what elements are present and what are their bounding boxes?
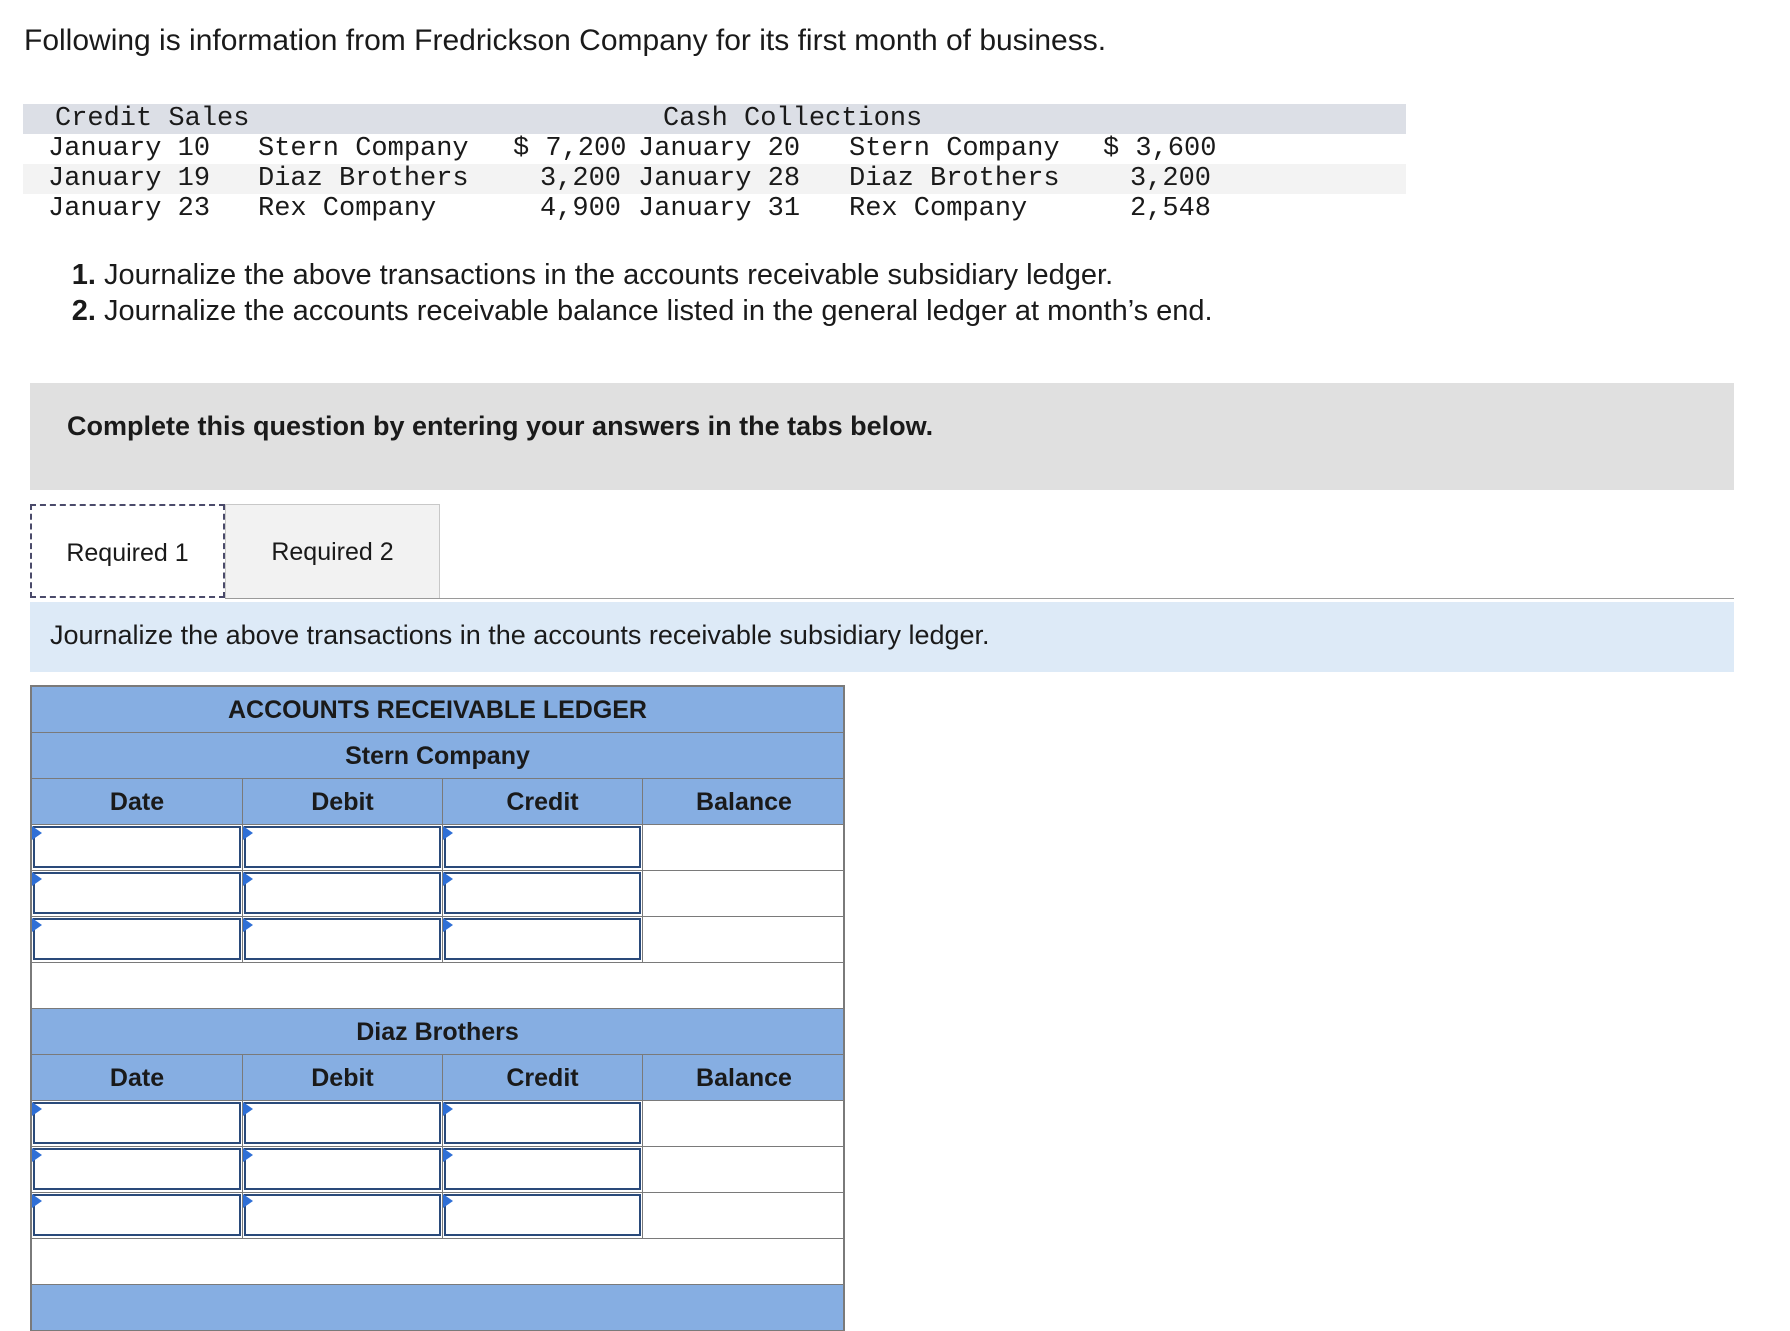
- account-name: Diaz Brothers: [356, 1018, 519, 1046]
- date-input[interactable]: [33, 918, 241, 960]
- ledger-entry-row: [32, 1147, 843, 1193]
- tab-instruction-text: Journalize the above transactions in the accounts receivable subsidiary ledger.: [50, 620, 990, 650]
- balance-column-header: Balance: [696, 1064, 792, 1092]
- credit-input[interactable]: [444, 872, 641, 914]
- balance-cell: [643, 1101, 845, 1146]
- debit-input[interactable]: [244, 1194, 441, 1236]
- ledger-entry-row: [32, 1101, 843, 1147]
- date-input[interactable]: [33, 1194, 241, 1236]
- ledger-spacer-row: [32, 963, 843, 1009]
- balance-cell: [643, 825, 845, 870]
- sale-customer: Diaz Brothers: [258, 164, 469, 194]
- credit-input[interactable]: [444, 1102, 641, 1144]
- credit-sales-header: Credit Sales: [55, 104, 250, 134]
- requirements-list: [58, 257, 1213, 329]
- ledger-entry-row: [32, 825, 843, 871]
- tab-required-1[interactable]: Required 1: [30, 504, 225, 598]
- credit-input[interactable]: [444, 918, 641, 960]
- account-name: Stern Company: [345, 742, 530, 770]
- transaction-info-table: [23, 104, 1406, 224]
- sale-customer: Stern Company: [258, 134, 469, 164]
- collection-date: January 20: [638, 134, 801, 164]
- info-row: [23, 194, 1406, 224]
- sale-customer: Rex Company: [258, 194, 437, 224]
- balance-cell: [643, 1193, 845, 1238]
- sale-amount: 3,200: [539, 164, 621, 194]
- cash-collections-header: Cash Collections: [663, 104, 923, 134]
- tab-divider: [225, 598, 1734, 599]
- ledger-entry-row: [32, 1193, 843, 1239]
- column-header-row: [32, 779, 843, 825]
- tab-instruction: [30, 602, 1734, 672]
- balance-cell: [643, 871, 845, 916]
- credit-input[interactable]: [444, 1194, 641, 1236]
- date-column-header: Date: [32, 1055, 243, 1100]
- debit-input[interactable]: [244, 1148, 441, 1190]
- ledger-title-row: [32, 687, 843, 733]
- collection-date: January 28: [638, 164, 801, 194]
- debit-input[interactable]: [244, 1102, 441, 1144]
- account-name-row: [32, 1285, 843, 1331]
- credit-column-header: Credit: [443, 1055, 643, 1100]
- debit-input[interactable]: [244, 918, 441, 960]
- sale-date: January 23: [48, 194, 211, 224]
- debit-column-header: Debit: [243, 779, 443, 824]
- info-header-row: [23, 104, 1406, 134]
- collection-amount: $ 3,600: [1103, 134, 1217, 164]
- collection-amount: 2,548: [1129, 194, 1211, 224]
- accounts-receivable-ledger: [30, 685, 845, 1331]
- tab-required-2[interactable]: Required 2: [225, 504, 440, 598]
- collection-date: January 31: [638, 194, 801, 224]
- banner-text: Complete this question by entering your answers in the tabs below.: [67, 411, 934, 441]
- collection-customer: Rex Company: [849, 194, 1028, 224]
- balance-cell: [643, 917, 845, 962]
- date-input[interactable]: [33, 1102, 241, 1144]
- date-input[interactable]: [33, 1148, 241, 1190]
- debit-input[interactable]: [244, 872, 441, 914]
- balance-column-header: Balance: [696, 788, 792, 816]
- instructions-banner: [30, 383, 1734, 490]
- collection-customer: Diaz Brothers: [849, 164, 1060, 194]
- account-name-row: [32, 1009, 843, 1055]
- credit-input[interactable]: [444, 1148, 641, 1190]
- sale-date: January 10: [48, 134, 211, 164]
- sale-amount: $ 7,200: [513, 134, 627, 164]
- account-name-row: [32, 733, 843, 779]
- date-column-header: Date: [32, 779, 243, 824]
- date-input[interactable]: [33, 872, 241, 914]
- ledger-title: ACCOUNTS RECEIVABLE LEDGER: [227, 696, 647, 724]
- ledger-spacer-row: [32, 1239, 843, 1285]
- debit-input[interactable]: [244, 826, 441, 868]
- debit-column-header: Debit: [243, 1055, 443, 1100]
- sale-date: January 19: [48, 164, 211, 194]
- sale-amount: 4,900: [539, 194, 621, 224]
- credit-input[interactable]: [444, 826, 641, 868]
- balance-cell: [643, 1147, 845, 1192]
- requirement-item: 2. Journalize the accounts receivable balance listed in the general ledger at month’s end.: [104, 293, 1213, 329]
- credit-column-header: Credit: [443, 779, 643, 824]
- date-input[interactable]: [33, 826, 241, 868]
- collection-customer: Stern Company: [849, 134, 1060, 164]
- intro-text: Following is information from Fredrickson Company for its first month of business.: [24, 24, 1107, 57]
- column-header-row: [32, 1055, 843, 1101]
- info-row: [23, 134, 1406, 164]
- collection-amount: 3,200: [1129, 164, 1211, 194]
- ledger-entry-row: [32, 871, 843, 917]
- requirement-item: 1. Journalize the above transactions in the accounts receivable subsidiary ledger.: [104, 257, 1213, 293]
- info-row: [23, 164, 1406, 194]
- ledger-entry-row: [32, 917, 843, 963]
